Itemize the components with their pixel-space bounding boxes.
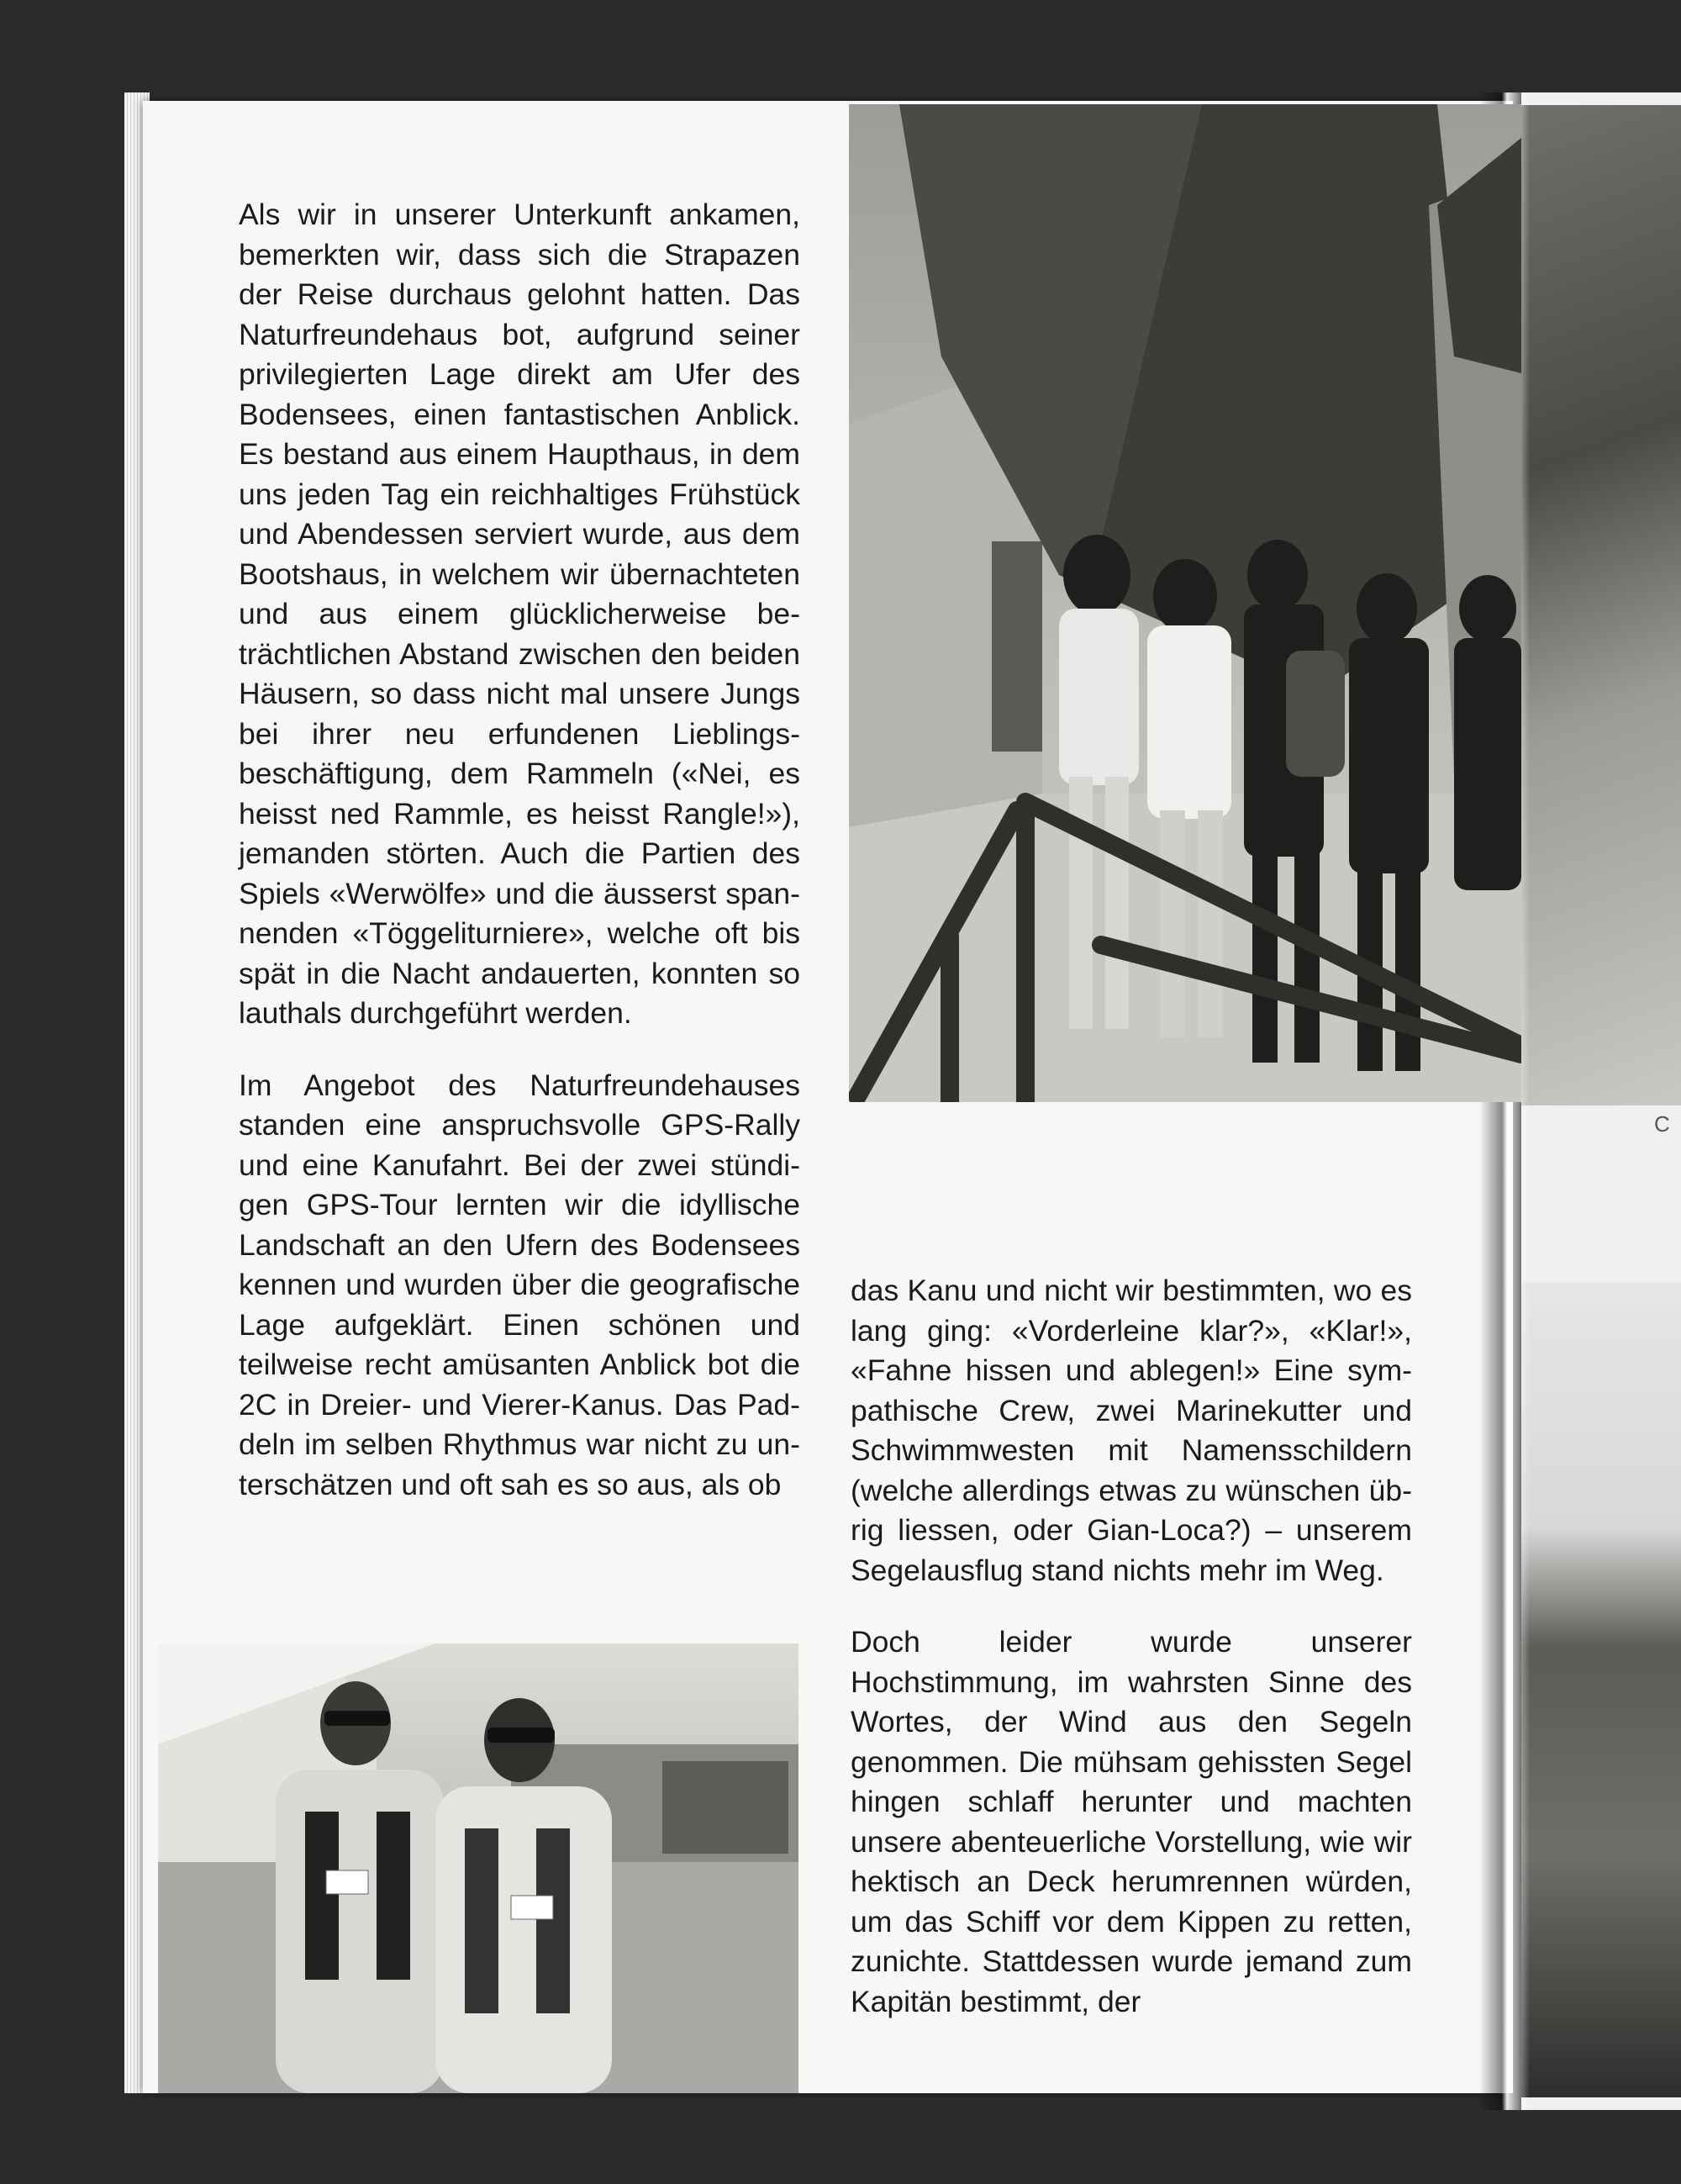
facing-page-text-fragment: C (1654, 1111, 1670, 1137)
facing-page-photo-bottom (1521, 1282, 1681, 2097)
photo-pile-dwelling-visit (849, 104, 1521, 1102)
article-paragraph: das Kanu und nicht wir bestimmten, wo es lang ging: «Vorderleine klar?», «Klar!», «Fahne hissen und ablegen!» Eine sympathische Crew, zwei Marinekutter und Schwimmwesten mit Namensschildern (welche allerdings etwas zu wünschen übrig liessen, oder Gian-Loca?) – unserem Segelausflug stand nichts mehr im Weg. (851, 1274, 1412, 1587)
article-paragraph: Doch leider wurde unserer Hochstimmung, im wahrsten Sinne des Wortes, der Wind aus den Segeln genommen. Die mühsam gehissten Segel hingen schlaff herunter und machten unsere abenteuerliche Vorstellung, wie wir hektisch an Deck herumrennen würden, um das Schiff vor dem Kippen zu retten, zunichte. Stattdessen wurde jemand zum Kapitän bestimmt, der (851, 1625, 1412, 2018)
article-paragraph: Als wir in unserer Unterkunft ankamen, bemerkten wir, dass sich die Strapazen der Reise durchaus gelohnt hatten. Das Naturfreundehaus bot, aufgrund seiner privilegierten Lage direkt am Ufer des Bodensees, einen fantastischen Anblick. Es bestand aus einem Haupthaus, in dem uns jeden Tag ein reichhaltiges Frühstück und Abendessen serviert wurde, aus dem Bootshaus, in welchem wir übernachteten und aus einem glücklicherweise beträchtlichen Abstand zwischen den beiden Häusern, so dass nicht mal unsere Jungs bei ihrer neu erfundenen Lieblingsbeschäftigung, dem Rammeln («Nei, es heisst ned Rammle, es heisst Rangle!»), jemanden störten. Auch die Partien des Spiels «Werwölfe» und die äusserst spannenden «Töggeliturniere», welche oft bis spät in die Nacht andauerten, konnten so lauthals durchgeführt werden. (239, 198, 800, 1030)
photo-students-life-jackets (158, 1643, 798, 2093)
article-column-right (851, 1271, 1412, 2022)
article-paragraph: Im Angebot des Naturfreundehauses standen eine anspruchsvolle GPS-Rally und eine Kanufahrt. Bei der zwei stündigen GPS-Tour lernten wir die idyllische Landschaft an den Ufern des Bodensees kennen und wurden über die geografische Lage aufgeklärt. Einen schönen und teilweise recht amüsanten Anblick bot die 2C in Dreier- und Vierer-Kanus. Das Paddeln im selben Rhythmus war nicht zu unterschätzen und oft sah es so aus, als ob (239, 1068, 800, 1501)
article-column-left (239, 195, 800, 1505)
facing-page-photo-top (1521, 105, 1681, 1105)
